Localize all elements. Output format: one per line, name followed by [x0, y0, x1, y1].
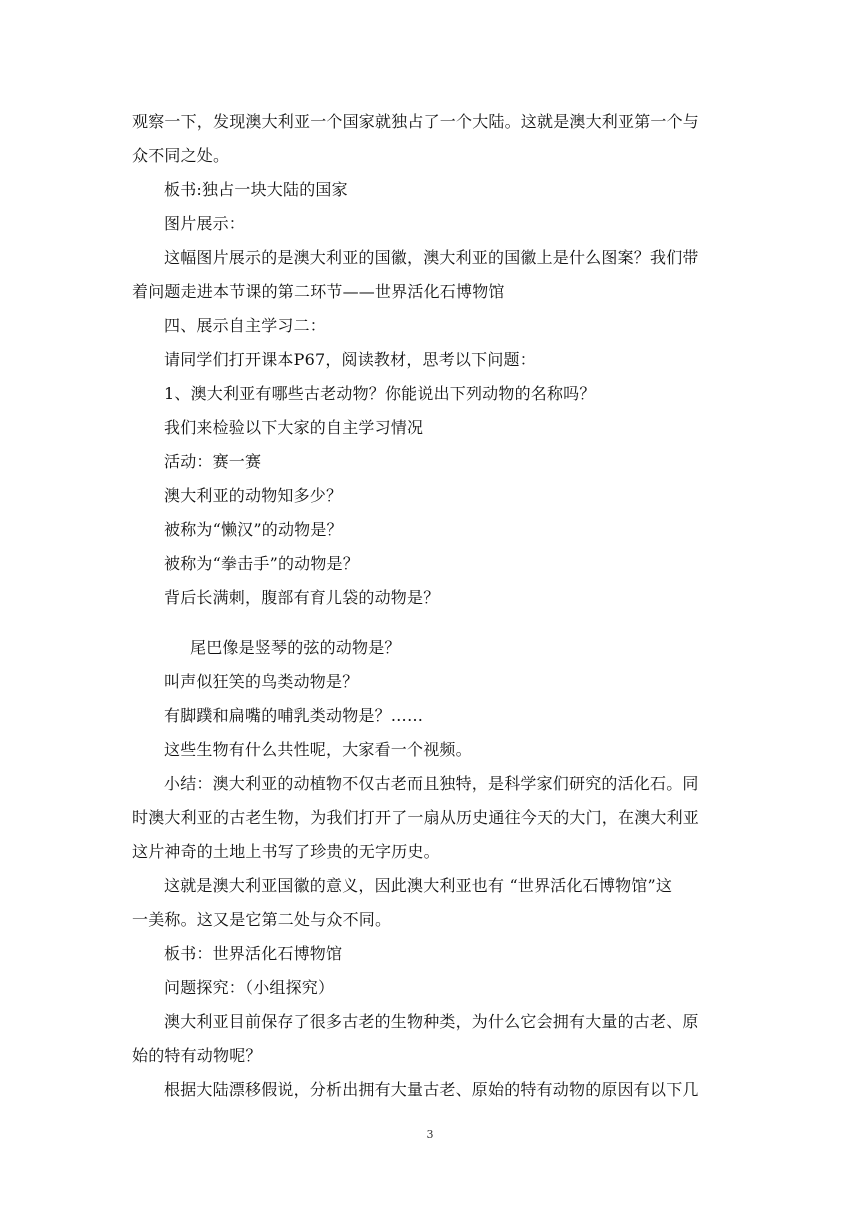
- text-line: 这幅图片展示的是澳大利亚的国徽，澳大利亚的国徽上是什么图案？我们带: [164, 248, 699, 267]
- text-line: 图片展示：: [164, 214, 246, 233]
- spacer: [132, 615, 732, 631]
- section-heading: 四、展示自主学习二：: [164, 316, 327, 335]
- text-line: 观察一下，发现澳大利亚一个国家就独占了一个大陆。这就是澳大利亚第一个与: [132, 112, 700, 131]
- text-line: 问题探究：（小组探究）: [164, 978, 335, 997]
- text-line: 一美称。这又是它第二处与众不同。: [132, 910, 392, 929]
- text-line: 我们来检验以下大家的自主学习情况: [164, 418, 424, 437]
- quiz-line: 被称为“拳击手”的动物是？: [164, 554, 359, 573]
- quiz-line: 背后长满刺，腹部有育儿袋的动物是？: [164, 588, 440, 607]
- text-line: 这就是澳大利亚国徽的意义，因此澳大利亚也有 “世界活化石博物馆”这: [164, 876, 673, 895]
- quiz-line: 有脚蹼和扁嘴的哺乳类动物是？……: [164, 706, 424, 725]
- summary-line: 时澳大利亚的古老生物，为我们打开了一扇从历史通往今天的大门，在澳大利亚: [132, 808, 700, 827]
- quiz-line: 叫声似狂笑的鸟类动物是？: [164, 672, 359, 691]
- summary-line: 这片神奇的土地上书写了珍贵的无字历史。: [132, 842, 440, 861]
- text-line: 澳大利亚目前保存了很多古老的生物种类，为什么它会拥有大量的古老、原: [164, 1012, 699, 1031]
- quiz-line: 澳大利亚的动物知多少？: [164, 486, 343, 505]
- text-line: 始的特有动物呢？: [132, 1046, 262, 1065]
- quiz-line: 尾巴像是竖琴的弦的动物是？: [190, 638, 401, 657]
- question-line: 1、澳大利亚有哪些古老动物？你能说出下列动物的名称吗？: [164, 384, 596, 403]
- text-line: 请同学们打开课本P67，阅读教材，思考以下问题：: [164, 350, 536, 369]
- quiz-line: 被称为“懒汉”的动物是？: [164, 520, 343, 539]
- page-number: 3: [426, 1128, 434, 1141]
- text-line: 根据大陆漂移假说，分析出拥有大量古老、原始的特有动物的原因有以下几: [164, 1080, 699, 1099]
- activity-label: 活动：赛一赛: [164, 452, 262, 471]
- text-line: 板书:独占一块大陆的国家: [164, 180, 348, 199]
- summary-line: 小结：澳大利亚的动植物不仅古老而且独特，是科学家们研究的活化石。同: [164, 774, 699, 793]
- text-line: 着问题走进本节课的第二环节——世界活化石博物馆: [132, 282, 505, 301]
- page-body: [132, 105, 732, 1107]
- text-line: 众不同之处。: [132, 146, 230, 165]
- text-line: 这些生物有什么共性呢，大家看一个视频。: [164, 740, 472, 759]
- board-note: 板书：世界活化石博物馆: [164, 944, 343, 963]
